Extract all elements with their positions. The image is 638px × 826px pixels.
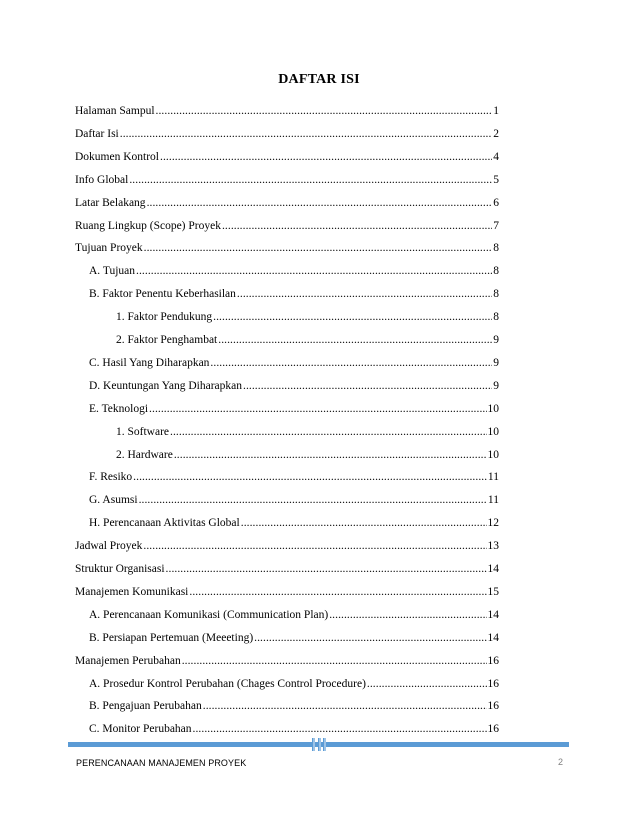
toc-entry-label: Jadwal Proyek [75,540,143,553]
toc-entry-label: C. Hasil Yang Diharapkan [89,356,210,369]
toc-leader-dots [182,654,487,668]
toc-entry-page: 6 [493,196,499,209]
toc-entry-label: Manajemen Komunikasi [75,585,189,598]
toc-entry-page: 16 [487,654,499,667]
toc-entry[interactable] [75,217,499,233]
toc-leader-dots [254,631,486,645]
toc-entry[interactable] [75,583,499,599]
toc-entry[interactable] [75,125,499,141]
toc-entry[interactable] [89,675,499,691]
toc-leader-dots [189,585,486,599]
toc-entry-page: 14 [487,631,499,644]
toc-leader-dots [210,356,492,370]
toc-leader-dots [193,722,487,736]
toc-entry-page: 16 [487,700,499,713]
toc-entry[interactable] [89,720,499,736]
toc-entry-label: B. Pengajuan Perubahan [89,700,202,713]
footer-marker-bar [323,738,326,751]
toc-entry-page: 5 [493,173,499,186]
toc-entry-label: Info Global [75,173,129,186]
toc-entry-label: C. Monitor Perubahan [89,723,192,736]
toc-entry[interactable] [75,239,499,255]
toc-entry[interactable] [116,331,499,347]
toc-entry-page: 2 [493,127,499,140]
toc-leader-dots [120,127,493,141]
toc-entry-label: Halaman Sampul [75,105,155,117]
toc-entry-page: 9 [493,356,499,369]
toc-entry-page: 10 [487,448,499,461]
toc-entry-page: 8 [493,265,499,278]
toc-leader-dots [237,287,492,301]
toc-leader-dots [144,241,493,255]
toc-entry-page: 1 [493,105,499,117]
toc-entry-label: A. Prosedur Kontrol Perubahan (Chages Control Procedure) [89,677,366,690]
toc-entry-page: 10 [487,402,499,415]
toc-leader-dots [170,425,486,439]
toc-entry[interactable] [75,652,499,668]
toc-entry[interactable] [89,629,499,645]
toc-leader-dots [222,219,492,233]
toc-entry[interactable] [89,697,499,713]
toc-leader-dots [367,677,487,691]
toc-entry-label: B. Faktor Penentu Keberhasilan [89,288,236,301]
toc-entry-label: G. Asumsi [89,494,138,507]
toc-leader-dots [213,310,492,324]
toc-entry[interactable] [89,606,499,622]
toc-title: DAFTAR ISI [278,72,360,87]
toc-entry-label: F. Resiko [89,471,133,484]
toc-entry-label: A. Tujuan [89,265,136,278]
toc-entry-page: 4 [493,150,499,163]
toc-entry-label: Dokumen Kontrol [75,150,160,163]
toc-entry[interactable] [116,308,499,324]
toc-entry[interactable] [89,285,499,301]
toc-leader-dots [243,379,492,393]
toc-entry-page: 8 [493,311,499,324]
toc-leader-dots [218,333,492,347]
toc-leader-dots [241,516,487,530]
toc-entry-page: 16 [487,723,499,736]
toc-entry-page: 13 [487,540,499,553]
toc-leader-dots [149,402,486,416]
toc-entry-label: 2. Hardware [116,448,173,461]
toc-entry[interactable] [89,262,499,278]
toc-entry-label: Daftar Isi [75,127,119,140]
toc-entry-label: E. Teknologi [89,402,149,415]
toc-entry-label: 2. Faktor Penghambat [116,334,218,346]
toc-entry-page: 7 [493,219,499,232]
footer-marker-bar [318,738,321,751]
toc-entry-label: 1. Software [116,425,170,438]
toc-entry-label: B. Persiapan Pertemuan (Meeeting) [89,631,254,644]
toc-leader-dots [203,699,487,713]
toc-entry-page: 12 [487,517,499,530]
toc-entry[interactable] [116,446,499,462]
toc-entry-page: 10 [487,425,499,438]
toc-entry-label: 1. Faktor Pendukung [116,311,213,324]
toc-leader-dots [156,104,493,118]
toc-leader-dots [166,562,487,576]
toc-entry[interactable] [89,468,499,484]
toc-entry[interactable] [75,171,499,187]
toc-entry-label: Tujuan Proyek [75,242,143,255]
toc-entry[interactable] [116,423,499,439]
toc-entry-label: Manajemen Perubahan [75,654,181,667]
toc-entry[interactable] [75,148,499,164]
toc-entry-label: A. Perencanaan Komunikasi (Communication Plan) [89,608,329,621]
toc-entry-page: 15 [487,585,499,598]
toc-entry-label: Latar Belakang [75,196,146,209]
footer-document-title: PERENCANAAN MANAJEMEN PROYEK [76,758,247,768]
toc-leader-dots [133,470,487,484]
toc-entry[interactable] [89,377,499,393]
footer-marker-bar [312,738,315,751]
toc-entry-label: Ruang Lingkup (Scope) Proyek [75,219,221,232]
toc-entry-label: Struktur Organisasi [75,563,165,575]
toc-leader-dots [160,150,492,164]
toc-entry-page: 8 [493,288,499,301]
toc-leader-dots [139,493,487,507]
toc-entry-page: 11 [487,471,499,484]
footer-marker [312,738,326,751]
toc-leader-dots [129,173,492,187]
toc-entry[interactable] [75,102,499,118]
toc-leader-dots [136,264,492,278]
toc-entry-page: 16 [487,677,499,690]
toc-entry[interactable] [89,400,499,416]
toc-leader-dots [143,539,486,553]
toc-entry-page: 8 [493,242,499,255]
toc-leader-dots [147,196,493,210]
toc-entry[interactable] [75,560,499,576]
toc-entry-page: 9 [493,334,499,346]
toc-entry[interactable] [89,491,499,507]
toc-leader-dots [174,448,487,462]
toc-entry-page: 11 [487,494,499,507]
toc-leader-dots [329,608,486,622]
toc-entry-page: 14 [487,608,499,621]
toc-entry[interactable] [75,194,499,210]
toc-entry[interactable] [89,354,499,370]
toc-entry-page: 14 [487,563,499,575]
toc-entry-label: H. Perencanaan Aktivitas Global [89,517,240,530]
footer-page-number: 2 [557,757,563,767]
toc-entry[interactable] [89,514,499,530]
toc-entry-page: 9 [493,379,499,392]
toc-entry[interactable] [75,537,499,553]
toc-entry-label: D. Keuntungan Yang Diharapkan [89,379,242,392]
